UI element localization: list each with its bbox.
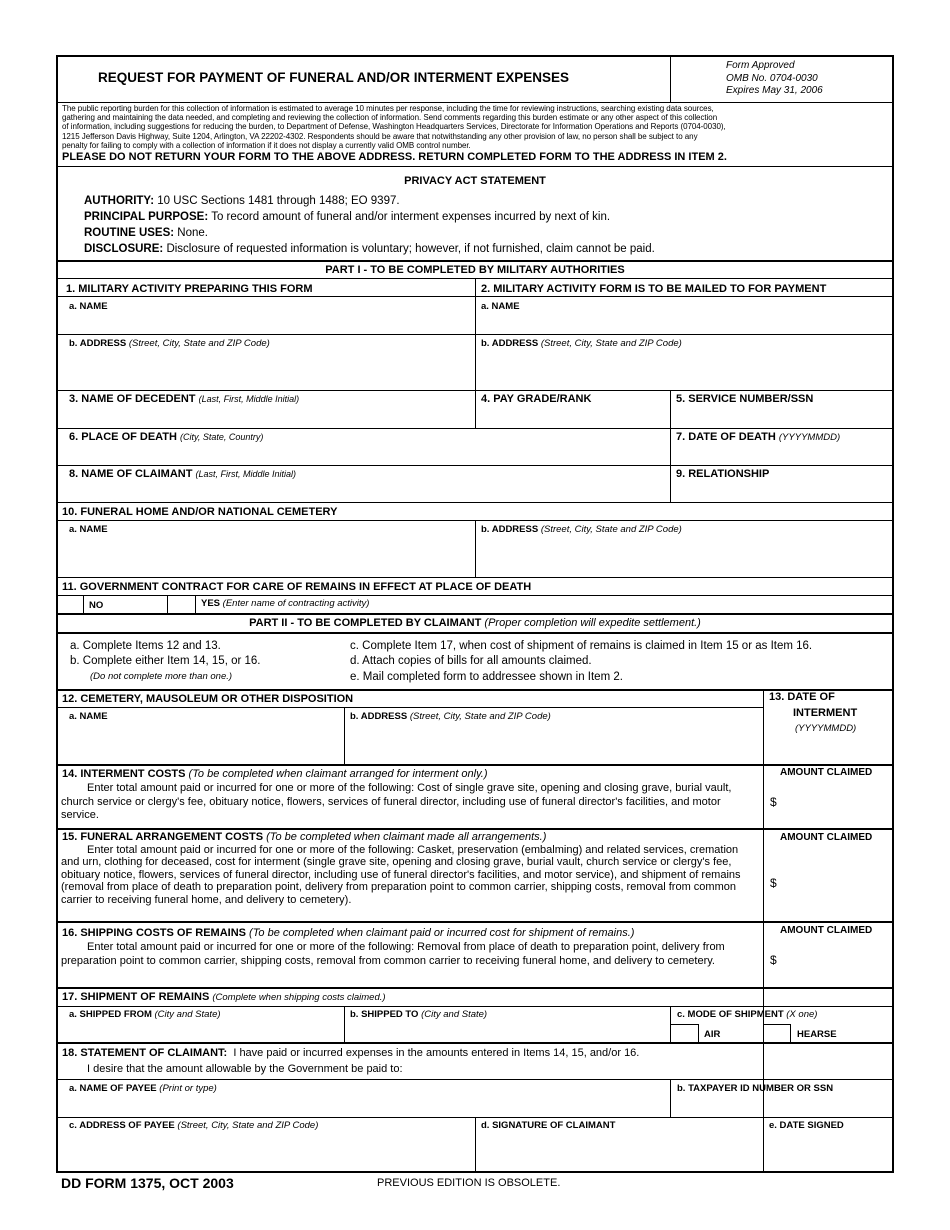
- item2-label: 2. MILITARY ACTIVITY FORM IS TO BE MAILED TO FOR PAYMENT: [481, 283, 827, 295]
- item1-name-field[interactable]: [58, 314, 472, 332]
- shipped-to-label: b. SHIPPED TO (City and State): [350, 1009, 488, 1020]
- divider: [56, 428, 894, 429]
- cemetery-address-field[interactable]: [347, 725, 761, 762]
- payee-address-field[interactable]: [58, 1134, 472, 1170]
- item10-name-label: a. NAME: [69, 524, 108, 535]
- divider: [56, 334, 894, 335]
- part1-heading: PART I - TO BE COMPLETED BY MILITARY AUTHORITIES: [325, 264, 625, 276]
- payee-name-label: a. NAME OF PAYEE (Print or type): [69, 1083, 217, 1094]
- funeral-home-address-field[interactable]: [478, 538, 892, 575]
- divider: [83, 595, 84, 614]
- item1-address-field[interactable]: [58, 352, 472, 388]
- shipping-amount-field[interactable]: [782, 948, 892, 972]
- item15-description: Enter total amount paid or incurred for one or more of the following: Casket, preservation (embalming) and related services, cremation and urn, clothing for deceased, cost for interment (single grave site, opening and closing grave, burial vault, church service or clergy's fee, obituary notice, flowers, services of funeral director, including use of funeral director's facilities, and motor service), and shipment of remains (removal from place of death to preparation point, delivery from preparation point to common carrier, shipping costs, removal from common carrier to receiving funeral home, and delivery to cemetery).: [61, 844, 741, 906]
- item14-description: Enter total amount paid or incurred for one or more of the following: Cost of single grave site, opening and closing grave, burial vault, church service or clergy's fee, obituary notice, flowers, services of funeral director, including use of funeral director's facilities, and motor service.: [61, 782, 732, 822]
- divider: [670, 1079, 671, 1117]
- place-of-death-field[interactable]: [58, 446, 668, 464]
- divider: [195, 595, 196, 614]
- divider: [56, 828, 894, 830]
- item16-description: Enter total amount paid or incurred for one or more of the following: Removal from place of death to preparation point, delivery from preparation point to common carrier, shipping costs, removal from common carrier to receiving funeral home, and delivery to cemetery.: [61, 941, 725, 967]
- divider: [56, 502, 894, 503]
- item6-label: 6. PLACE OF DEATH (City, State, Country): [69, 431, 264, 443]
- item5-label: 5. SERVICE NUMBER/SSN: [676, 393, 814, 405]
- divider: [56, 1079, 894, 1080]
- item18-statement: 18. STATEMENT OF CLAIMANT: I have paid or incurred expenses in the amounts entered in Items 14, 15, and/or 16.: [62, 1047, 640, 1059]
- mode-air-label: AIR: [704, 1029, 721, 1040]
- item2-name-label: a. NAME: [481, 301, 520, 312]
- funeral-amount-field[interactable]: [782, 870, 892, 894]
- divider: [56, 166, 894, 167]
- shipped-to-field[interactable]: [347, 1022, 668, 1040]
- item10-address-label: b. ADDRESS (Street, City, State and ZIP Code): [481, 524, 682, 535]
- instruction-c: c. Complete Item 17, when cost of shipment of remains is claimed in Item 15 or as Item 16.: [350, 640, 813, 652]
- interment-date-field[interactable]: [766, 738, 892, 762]
- item15-label: 15. FUNERAL ARRANGEMENT COSTS (To be completed when claimant made all arrangements.): [62, 831, 547, 843]
- funeral-home-name-field[interactable]: [58, 538, 472, 575]
- mode-hearse-label: HEARSE: [797, 1029, 837, 1040]
- item15-amount-label: AMOUNT CLAIMED: [780, 832, 873, 843]
- contract-yes-checkbox[interactable]: [168, 596, 195, 613]
- divider: [698, 1024, 699, 1042]
- item1-label: 1. MILITARY ACTIVITY PREPARING THIS FORM: [66, 283, 313, 295]
- item3-label: 3. NAME OF DECEDENT (Last, First, Middle Initial): [69, 393, 300, 405]
- form-number: DD FORM 1375, OCT 2003: [61, 1175, 234, 1191]
- service-number-field[interactable]: [673, 408, 892, 426]
- contract-no-checkbox[interactable]: [57, 596, 83, 613]
- divider: [56, 1042, 894, 1044]
- item13-label-1: 13. DATE OF: [769, 691, 835, 703]
- disclosure-line: DISCLOSURE: Disclosure of requested information is voluntary; however, if not furnished, claim cannot be paid.: [84, 243, 655, 255]
- mode-label: c. MODE OF SHIPMENT (X one): [677, 1009, 818, 1020]
- instruction-d: d. Attach copies of bills for all amounts claimed.: [350, 655, 592, 667]
- item12-name-label: a. NAME: [69, 711, 108, 722]
- divider: [56, 987, 894, 989]
- omb-approval: Form Approved OMB No. 0704-0030 Expires May 31, 2006: [726, 60, 823, 96]
- obsolete-note: PREVIOUS EDITION IS OBSOLETE.: [377, 1177, 561, 1189]
- item14-amount-label: AMOUNT CLAIMED: [780, 767, 873, 778]
- item7-label: 7. DATE OF DEATH (YYYYMMDD): [676, 431, 841, 443]
- date-of-death-field[interactable]: [673, 446, 892, 464]
- divider: [56, 764, 894, 766]
- instruction-b-note: (Do not complete more than one.): [90, 671, 233, 682]
- item2-name-field[interactable]: [478, 314, 892, 332]
- item15-dollar: $: [770, 876, 777, 890]
- divider: [670, 390, 671, 502]
- item16-label: 16. SHIPPING COSTS OF REMAINS (To be completed when claimant paid or incurred cost for shipment of remains.): [62, 927, 635, 939]
- date-signed-field[interactable]: [766, 1134, 892, 1170]
- instruction-e: e. Mail completed form to addressee shown in Item 2.: [350, 671, 623, 683]
- divider: [790, 1024, 791, 1042]
- item12-address-label: b. ADDRESS (Street, City, State and ZIP Code): [350, 711, 551, 722]
- part2-heading: PART II - TO BE COMPLETED BY CLAIMANT (Proper completion will expedite settlement.): [249, 617, 701, 629]
- item2-address-field[interactable]: [478, 352, 892, 388]
- item2-address-label: b. ADDRESS (Street, City, State and ZIP Code): [481, 338, 682, 349]
- item16-dollar: $: [770, 953, 777, 967]
- divider: [56, 632, 894, 634]
- date-signed-label: e. DATE SIGNED: [769, 1120, 844, 1131]
- divider: [56, 102, 894, 103]
- divider: [56, 465, 894, 466]
- divider: [475, 390, 476, 428]
- contract-yes-label: YES (Enter name of contracting activity): [201, 598, 370, 609]
- payee-address-label: c. ADDRESS OF PAYEE (Street, City, State and ZIP Code): [69, 1120, 319, 1131]
- item17-label: 17. SHIPMENT OF REMAINS (Complete when shipping costs claimed.): [62, 991, 386, 1003]
- divider: [56, 921, 894, 923]
- contracting-activity-field[interactable]: [410, 596, 892, 613]
- shipped-from-field[interactable]: [58, 1022, 342, 1040]
- divider: [56, 577, 894, 578]
- instruction-b: b. Complete either Item 14, 15, or 16.: [70, 655, 261, 667]
- divider: [56, 1006, 894, 1007]
- item18-statement-2: I desire that the amount allowable by the Government be paid to:: [87, 1063, 403, 1075]
- decedent-name-field[interactable]: [58, 408, 472, 426]
- divider: [344, 1006, 345, 1042]
- divider: [56, 260, 894, 262]
- instruction-a: a. Complete Items 12 and 13.: [70, 640, 221, 652]
- contract-no-label: NO: [89, 600, 104, 611]
- pay-grade-field[interactable]: [478, 408, 668, 426]
- routine-uses-line: ROUTINE USES: None.: [84, 227, 208, 239]
- purpose-line: PRINCIPAL PURPOSE: To record amount of funeral and/or interment expenses incurred by next of kin.: [84, 211, 611, 223]
- divider: [56, 707, 763, 708]
- item12-label: 12. CEMETERY, MAUSOLEUM OR OTHER DISPOSITION: [62, 693, 354, 705]
- item13-hint: (YYYYMMDD): [795, 723, 857, 734]
- privacy-heading: PRIVACY ACT STATEMENT: [404, 175, 546, 187]
- interment-amount-field[interactable]: [782, 790, 892, 814]
- divider: [475, 1117, 476, 1172]
- divider: [670, 56, 671, 102]
- payee-name-field[interactable]: [58, 1096, 668, 1115]
- burden-statement: The public reporting burden for this collection of information is estimated to average 10 minutes per response, including the time for reviewing instructions, searching existing data sources, gathering and maintaining the data needed, and completing and reviewing the collection of information. Send comments regarding this burden estimate or any other aspect of this collection of information, including suggestions for reducing the burden, to Department of Defense, Washington Headquarters Services, Directorate for Information Operations and Reports (0704-0030), 1215 Jefferson Davis Highway, Suite 1204, Arlington, VA 22202-4302. Respondents should be aware that notwithstanding any other provision of law, no person shall be subject to any penalty for failing to comply with a collection of information if it does not display a currently valid OMB control number.: [62, 104, 726, 150]
- divider: [475, 520, 476, 577]
- item16-amount-label: AMOUNT CLAIMED: [780, 925, 873, 936]
- item13-label-2: INTERMENT: [793, 707, 858, 719]
- taxpayer-id-field[interactable]: [673, 1096, 892, 1115]
- relationship-field[interactable]: [673, 482, 892, 500]
- item1-name-label: a. NAME: [69, 301, 108, 312]
- item8-label: 8. NAME OF CLAIMANT (Last, First, Middle Initial): [69, 468, 297, 480]
- item1-address-label: b. ADDRESS (Street, City, State and ZIP Code): [69, 338, 270, 349]
- item14-label: 14. INTERMENT COSTS (To be completed when claimant arranged for interment only.): [62, 768, 488, 780]
- item4-label: 4. PAY GRADE/RANK: [481, 393, 592, 405]
- mode-air-checkbox[interactable]: [671, 1025, 698, 1041]
- taxpayer-id-label: b. TAXPAYER ID NUMBER OR SSN: [677, 1083, 834, 1094]
- cemetery-name-field[interactable]: [58, 725, 342, 762]
- divider: [56, 296, 894, 297]
- divider: [344, 707, 345, 764]
- item11-label: 11. GOVERNMENT CONTRACT FOR CARE OF REMAINS IN EFFECT AT PLACE OF DEATH: [62, 581, 532, 593]
- shipped-from-label: a. SHIPPED FROM (City and State): [69, 1009, 221, 1020]
- item14-dollar: $: [770, 795, 777, 809]
- item10-label: 10. FUNERAL HOME AND/OR NATIONAL CEMETERY: [62, 506, 338, 518]
- mode-hearse-checkbox[interactable]: [764, 1025, 790, 1041]
- return-notice: PLEASE DO NOT RETURN YOUR FORM TO THE ABOVE ADDRESS. RETURN COMPLETED FORM TO THE ADDRESS IN ITEM 2.: [62, 151, 727, 163]
- authority-line: AUTHORITY: 10 USC Sections 1481 through 1488; EO 9397.: [84, 195, 400, 207]
- signature-field[interactable]: [478, 1134, 761, 1170]
- form-title: REQUEST FOR PAYMENT OF FUNERAL AND/OR INTERMENT EXPENSES: [98, 70, 570, 85]
- claimant-name-field[interactable]: [58, 482, 668, 500]
- divider: [56, 613, 894, 615]
- signature-label: d. SIGNATURE OF CLAIMANT: [481, 1120, 616, 1131]
- item9-label: 9. RELATIONSHIP: [676, 468, 770, 480]
